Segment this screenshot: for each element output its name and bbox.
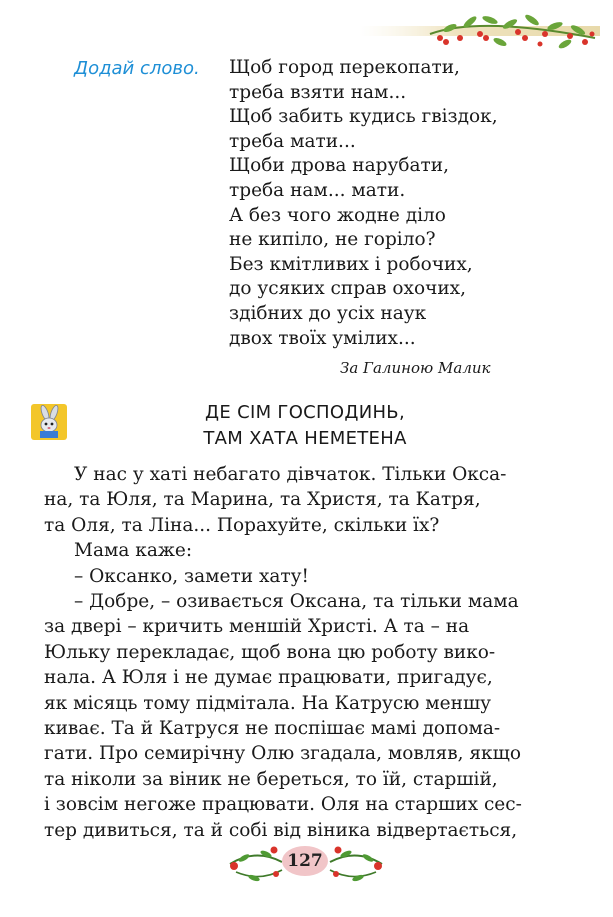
- poem-line: треба нам... мати.: [229, 179, 406, 201]
- story-line: нала. А Юля і не думає працювати, пригадує,: [44, 667, 493, 689]
- poem-line: треба взяти нам...: [229, 81, 407, 103]
- poem-line: треба мати...: [229, 130, 356, 152]
- story-line: – Оксанко, замети хату!: [74, 565, 309, 587]
- story-line: У нас у хаті небагато дівчаток. Тільки Окса-: [74, 464, 507, 485]
- story-title: [120, 400, 490, 452]
- story-line: за двері – кричить меншій Христі. А та – на: [44, 616, 470, 638]
- poem-line: Щоб город перекопати,: [229, 57, 460, 78]
- story-line: та Оля, та Ліна... Порахуйте, скільки їх?: [44, 514, 440, 536]
- story-line: гати. Про семирічну Олю згадала, мовляв, якщо: [44, 743, 521, 765]
- poem-line: Щоб забить кудись гвіздок,: [229, 106, 498, 128]
- story-line: на, та Юля, та Марина, та Христя, та Катря,: [44, 489, 481, 511]
- poem-attribution: За Галиною Малик: [340, 359, 491, 377]
- story-line: – Добре, – озивається Оксана, та тільки мама: [74, 591, 519, 613]
- story-title-line: ТАМ ХАТА НЕМЕТЕНА: [203, 428, 407, 449]
- bunny-icon: [31, 404, 67, 440]
- poem-line: двох твоїх умілих...: [229, 327, 416, 349]
- story-line: і зовсім негоже працювати. Оля на старших сес-: [44, 794, 522, 816]
- story-title-line: ДЕ СІМ ГОСПОДИНЬ,: [205, 402, 405, 423]
- story-line: тер дивиться, та й собі від віника відвертається,: [44, 819, 518, 841]
- story-line: Юльку перекладає, щоб вона цю роботу вико-: [44, 641, 496, 663]
- poem: [229, 56, 498, 351]
- poem-line: не кипіло, не горіло?: [229, 229, 436, 251]
- story-line: киває. Та й Катруся не поспішає мамі допома-: [44, 718, 501, 740]
- story-line: як місяць тому підмітала. На Катрусю меншу: [44, 692, 492, 714]
- story-line: Мама каже:: [74, 540, 193, 562]
- poem-line: здібних до усіх наук: [229, 302, 427, 324]
- story-text: [44, 462, 564, 843]
- floral-ornament-icon: [360, 8, 600, 56]
- poem-line: Без кмітливих і робочих,: [229, 253, 473, 275]
- task-label: Додай слово.: [74, 58, 200, 79]
- poem-line: Щоби дрова нарубати,: [229, 155, 449, 177]
- page-number: 127: [282, 846, 328, 876]
- story-line: та ніколи за віник не береться, то їй, старшій,: [44, 768, 498, 790]
- poem-line: А без чого жодне діло: [229, 204, 446, 226]
- poem-line: до усяких справ охочих,: [229, 278, 466, 300]
